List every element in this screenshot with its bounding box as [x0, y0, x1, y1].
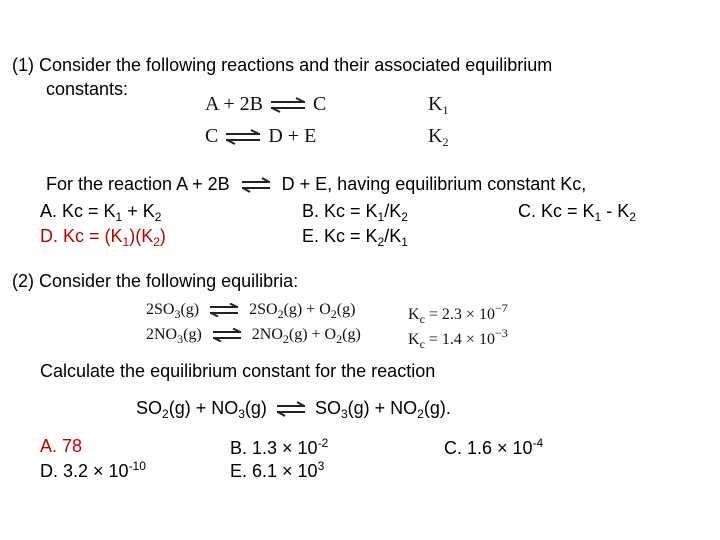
reaction-2-left: C	[205, 125, 219, 147]
rxn-text: (g) + NO	[168, 398, 239, 418]
rxn-sub: 3	[340, 407, 348, 421]
choice-text: )	[159, 226, 166, 246]
prompt-left: For the reaction A + 2B	[46, 174, 230, 194]
rxn-sub: 3	[238, 407, 245, 421]
k-base: K	[428, 93, 443, 115]
q1-prompt	[46, 174, 586, 195]
q2-choice-d	[40, 459, 146, 482]
k-base: K	[428, 125, 443, 147]
q2-intro: (2) Consider the following equilibria:	[12, 271, 299, 291]
choice-exponent: -4	[532, 436, 544, 450]
q1-choice-c	[518, 201, 636, 224]
eq-text: 2SO	[146, 301, 175, 318]
q2-equilibrium-2	[146, 326, 361, 347]
k-exponent: −7	[494, 301, 508, 315]
k-exponent: −3	[494, 326, 508, 340]
rxn-text: (g).	[423, 398, 451, 418]
equilibrium-arrows-icon	[207, 303, 241, 317]
eq-sub: 2	[282, 332, 289, 346]
eq-sub: 3	[177, 332, 184, 346]
choice-sub: 1	[115, 210, 123, 224]
choice-exponent: -10	[128, 459, 146, 473]
reaction-2-right: D + E	[268, 125, 317, 147]
k-base: K	[408, 306, 420, 323]
eq-sub: 2	[330, 307, 337, 321]
q2-choice-b	[230, 436, 328, 459]
eq-text: (g) + O	[283, 301, 331, 318]
rxn-text: (g)	[244, 398, 267, 418]
q2-equilibrium-1	[146, 301, 355, 322]
choice-text: )(K	[129, 226, 154, 246]
choice-text: A. Kc = K	[40, 201, 116, 221]
q1-choice-e	[302, 226, 408, 249]
rxn-sub: 2	[417, 407, 424, 421]
prompt-right: D + E, having equilibrium constant Kc,	[281, 174, 587, 194]
choice-sub: 2	[153, 235, 160, 249]
q1-reaction-2	[205, 125, 316, 148]
equilibrium-arrows-icon	[274, 401, 308, 417]
choice-sub: 2	[401, 210, 408, 224]
k-sub: 1	[442, 103, 449, 117]
k-value: = 2.3 × 10	[424, 306, 495, 323]
choice-exponent: 3	[317, 459, 325, 473]
choice-sub: 1	[401, 235, 408, 249]
eq-text: (g) + O	[288, 326, 337, 343]
q1-intro-line1: (1) Consider the following reactions and their associated equilibrium	[12, 55, 553, 75]
eq-text: 2NO	[146, 326, 178, 343]
equilibrium-arrows-icon	[210, 328, 244, 342]
eq-text: 2NO	[251, 326, 283, 343]
k-sub: 2	[442, 135, 449, 149]
q2-prompt: Calculate the equilibrium constant for the reaction	[40, 361, 436, 381]
q2-constant-2	[408, 326, 508, 352]
choice-text: D. 3.2 × 10	[40, 461, 129, 481]
rxn-text: SO	[136, 398, 163, 418]
k-sub: c	[419, 312, 425, 326]
choice-text: C. Kc = K	[518, 201, 595, 221]
eq-text: (g)	[336, 301, 356, 318]
choice-text: E. Kc = K	[302, 226, 378, 246]
eq-sub: 2	[277, 307, 284, 321]
choice-sub: 1	[122, 235, 130, 249]
q1-reaction-1	[205, 93, 326, 116]
q1-choice-a	[40, 201, 161, 224]
choice-text: B. Kc = K	[302, 201, 378, 221]
eq-text: (g)	[342, 326, 361, 343]
choice-text: + K	[122, 201, 155, 221]
choice-text: /K	[384, 226, 402, 246]
choice-text: C. 1.6 × 10	[444, 438, 533, 458]
choice-text: B. 1.3 × 10	[230, 438, 318, 458]
choice-sub: 2	[629, 210, 636, 224]
rxn-text: SO	[314, 398, 341, 418]
rxn-text: (g) + NO	[347, 398, 418, 418]
eq-text: 2SO	[249, 301, 278, 318]
choice-sub: 1	[377, 210, 385, 224]
choice-sub: 2	[154, 210, 162, 224]
reaction-1-right: C	[312, 93, 327, 115]
choice-text: - K	[601, 201, 630, 221]
choice-sub: 2	[377, 235, 385, 249]
q2-choice-a-correct: A. 78	[40, 436, 83, 456]
eq-text: (g)	[183, 326, 202, 343]
k-value: = 1.4 × 10	[424, 331, 495, 348]
eq-text: (g)	[180, 301, 200, 318]
rxn-sub: 2	[162, 407, 169, 421]
k-base: K	[408, 331, 420, 348]
q1-intro-line2: constants:	[46, 79, 129, 99]
k-sub: c	[419, 337, 425, 351]
q2-choice-c	[444, 436, 543, 459]
choice-text: D. Kc = (K	[40, 226, 123, 246]
reaction-1-left: A + 2B	[205, 93, 263, 115]
q1-constant-2	[428, 125, 448, 150]
q2-choice-e	[230, 459, 324, 482]
choice-text: E. 6.1 × 10	[230, 461, 318, 481]
equilibrium-arrows-icon	[239, 177, 273, 193]
equilibrium-arrows-icon	[268, 97, 308, 113]
choice-text: /K	[384, 201, 402, 221]
q1-constant-1	[428, 93, 448, 118]
q2-constant-1	[408, 301, 508, 327]
choice-sub: 1	[594, 210, 602, 224]
choice-exponent: -2	[317, 436, 329, 450]
q1-choice-b	[302, 201, 408, 224]
eq-sub: 3	[174, 307, 181, 321]
equilibrium-arrows-icon	[223, 129, 263, 145]
eq-sub: 2	[336, 332, 343, 346]
q1-choice-d-correct	[40, 226, 166, 249]
q2-target-reaction	[136, 398, 451, 421]
